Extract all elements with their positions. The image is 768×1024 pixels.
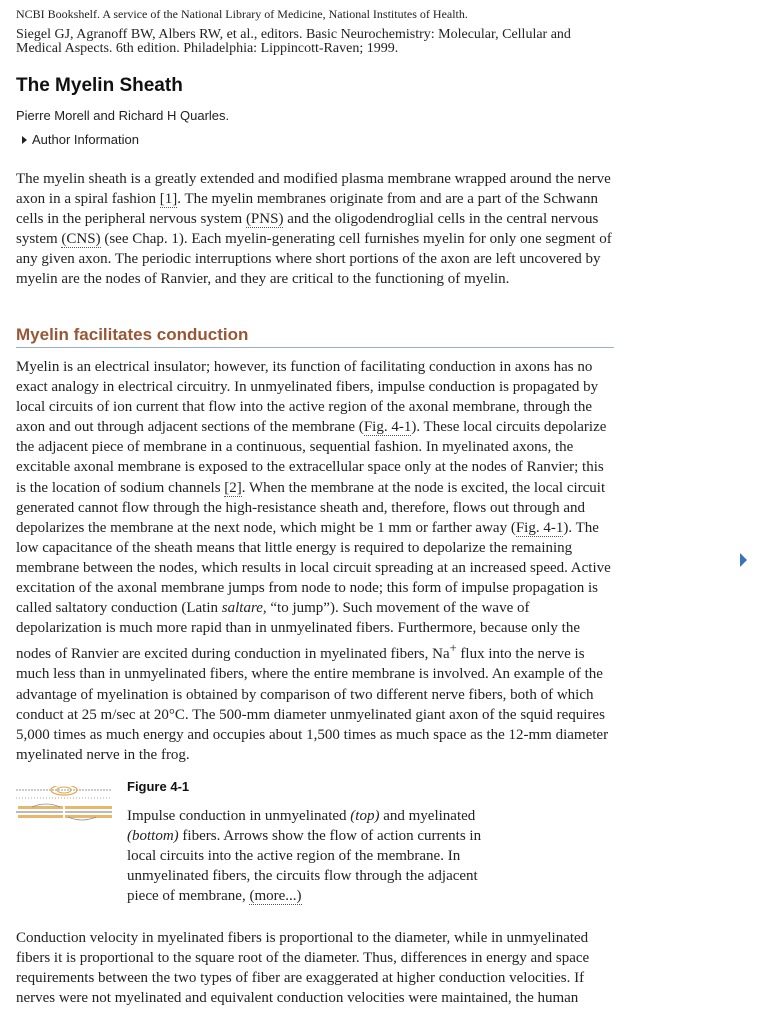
figure-caption [127,806,497,906]
figure-link-4-1[interactable]: Fig. 4-1 [363,419,412,436]
section-text: flux into the nerve is much less than in unmyelinated fibers, where the entire membrane is involved. An example of the advantage of myelination is obtained by comparison of two different nerve fibers, both of which conduct at 25 m/sec at 20°C. The 500-mm diameter unmyelinated giant axon of the squid requires 5,000 times as much energy and occupies about 1,500 times as much space as the 12-mm diameter myelinated nerve in the frog. [16,646,609,763]
section-text: “to jump”). Such movement of the wave of depolarization is much more rapid than in unmyelinated fibers. Furthermore, because only the nodes of Ranvier are excited during conduction in myelinated fibers, Na [16,600,580,663]
section-text: Myelin is an electrical insulator; however, its function of facilitating conduction in axons has no exact analogy in electrical circuitry. In unmyelinated fibers, impulse conduction is propagated by local circuits of ion current that flow into the active region of the axonal membrane, through the axon and out through adjacent sections of the membrane ( [16,359,599,436]
section-heading: Myelin facilitates conduction [16,325,614,348]
figure-4-1 [16,778,616,908]
book-citation: Siegel GJ, Agranoff BW, Albers RW, et al., editors. Basic Neurochemistry: Molecular, Cellular and Medical Aspects. 6th edition. Philadelphia: Lippincott-Raven; 1999. [16,27,571,56]
section-paragraph [16,357,616,765]
caption-text: Impulse conduction in unmyelinated [127,808,351,824]
figure-thumbnail[interactable] [16,786,114,826]
figure-label: Figure 4-1 [127,779,190,794]
final-paragraph: Conduction velocity in myelinated fibers is proportional to the diameter, while in unmyelinated fibers it is proportional to the square root of the diameter. Thus, differences in energy and space requirements between the two types of fiber are exaggerated at higher conduction velocities. If nerves were not myelinated and equivalent conduction velocities were maintained, the human [16,930,590,1007]
intro-paragraph [16,169,616,290]
intro-text: (see Chap. 1). Each myelin-generating cell furnishes myelin for only one segment of any given axon. The periodic interruptions where short portions of the axon are left uncovered by myelin are the nodes of Ranvier, and they are critical to the functioning of myelin. [16,231,612,288]
reference-link-1[interactable]: [1] [159,191,178,208]
abbr-cns-link[interactable]: (CNS) [61,231,101,248]
caption-text: and myelinated [379,808,476,824]
author-info-label: Author Information [32,132,139,147]
intro-text: The myelin sheath is a greatly extended and modified plasma membrane wrapped around the nerve axon in a spiral fashion [16,171,611,208]
author-list: Pierre Morell and Richard H Quarles. [16,108,230,123]
caption-italic: (top) [350,808,380,824]
section-text: ). These local circuits depolarize the adjacent piece of membrane in a continuous, sequential fashion. In myelinated axons, the excitable axonal membrane is exposed to the extracellular space only at the nodes of Ranvier; this is the location of sodium channels [16,419,607,496]
bookshelf-notice: NCBI Bookshelf. A service of the National Library of Medicine, National Institutes of Health. [16,7,468,21]
chevron-right-icon[interactable] [740,553,747,567]
intro-text: . The myelin membranes originate from and are a part of the Schwann cells in the peripheral nervous system [16,191,599,228]
triangle-right-icon [22,136,27,144]
caption-italic: (bottom) [127,828,179,845]
author-info-toggle[interactable] [22,132,139,147]
figure-thumbnail-image [16,786,114,826]
section-text: ). The low capacitance of the sheath means that little energy is required to depolarize the remaining membrane between the nodes, which results in local circuit spreading at an increased speed. Active excitation of the axonal membrane jumps from node to node; this form of impulse propagation is called saltatory conduction (Latin [16,519,611,617]
page-title: The Myelin Sheath [16,75,183,96]
superscript-plus: + [449,641,457,656]
intro-text: and the oligodendroglial cells in the central nervous system [16,211,599,248]
reference-link-2[interactable]: [2] [224,479,242,496]
caption-text: fibers. Arrows show the flow of action currents in local circuits into the active region of the membrane. In unmyelinated fibers, the circuits flow through the adjacent piece of membrane, [127,828,482,905]
figure-link-4-1[interactable]: Fig. 4-1 [515,519,564,536]
section-text: . When the membrane at the node is excited, the local circuit generated cannot flow through the high-resistance sheath and, therefore, flows out through and depolarizes the membrane at the next node, which might be 1 mm or farther away ( [16,479,606,536]
caption-more-link[interactable]: (more...) [249,888,302,905]
latin-term: saltare, [221,600,267,617]
abbr-pns-link[interactable]: (PNS) [245,211,284,228]
